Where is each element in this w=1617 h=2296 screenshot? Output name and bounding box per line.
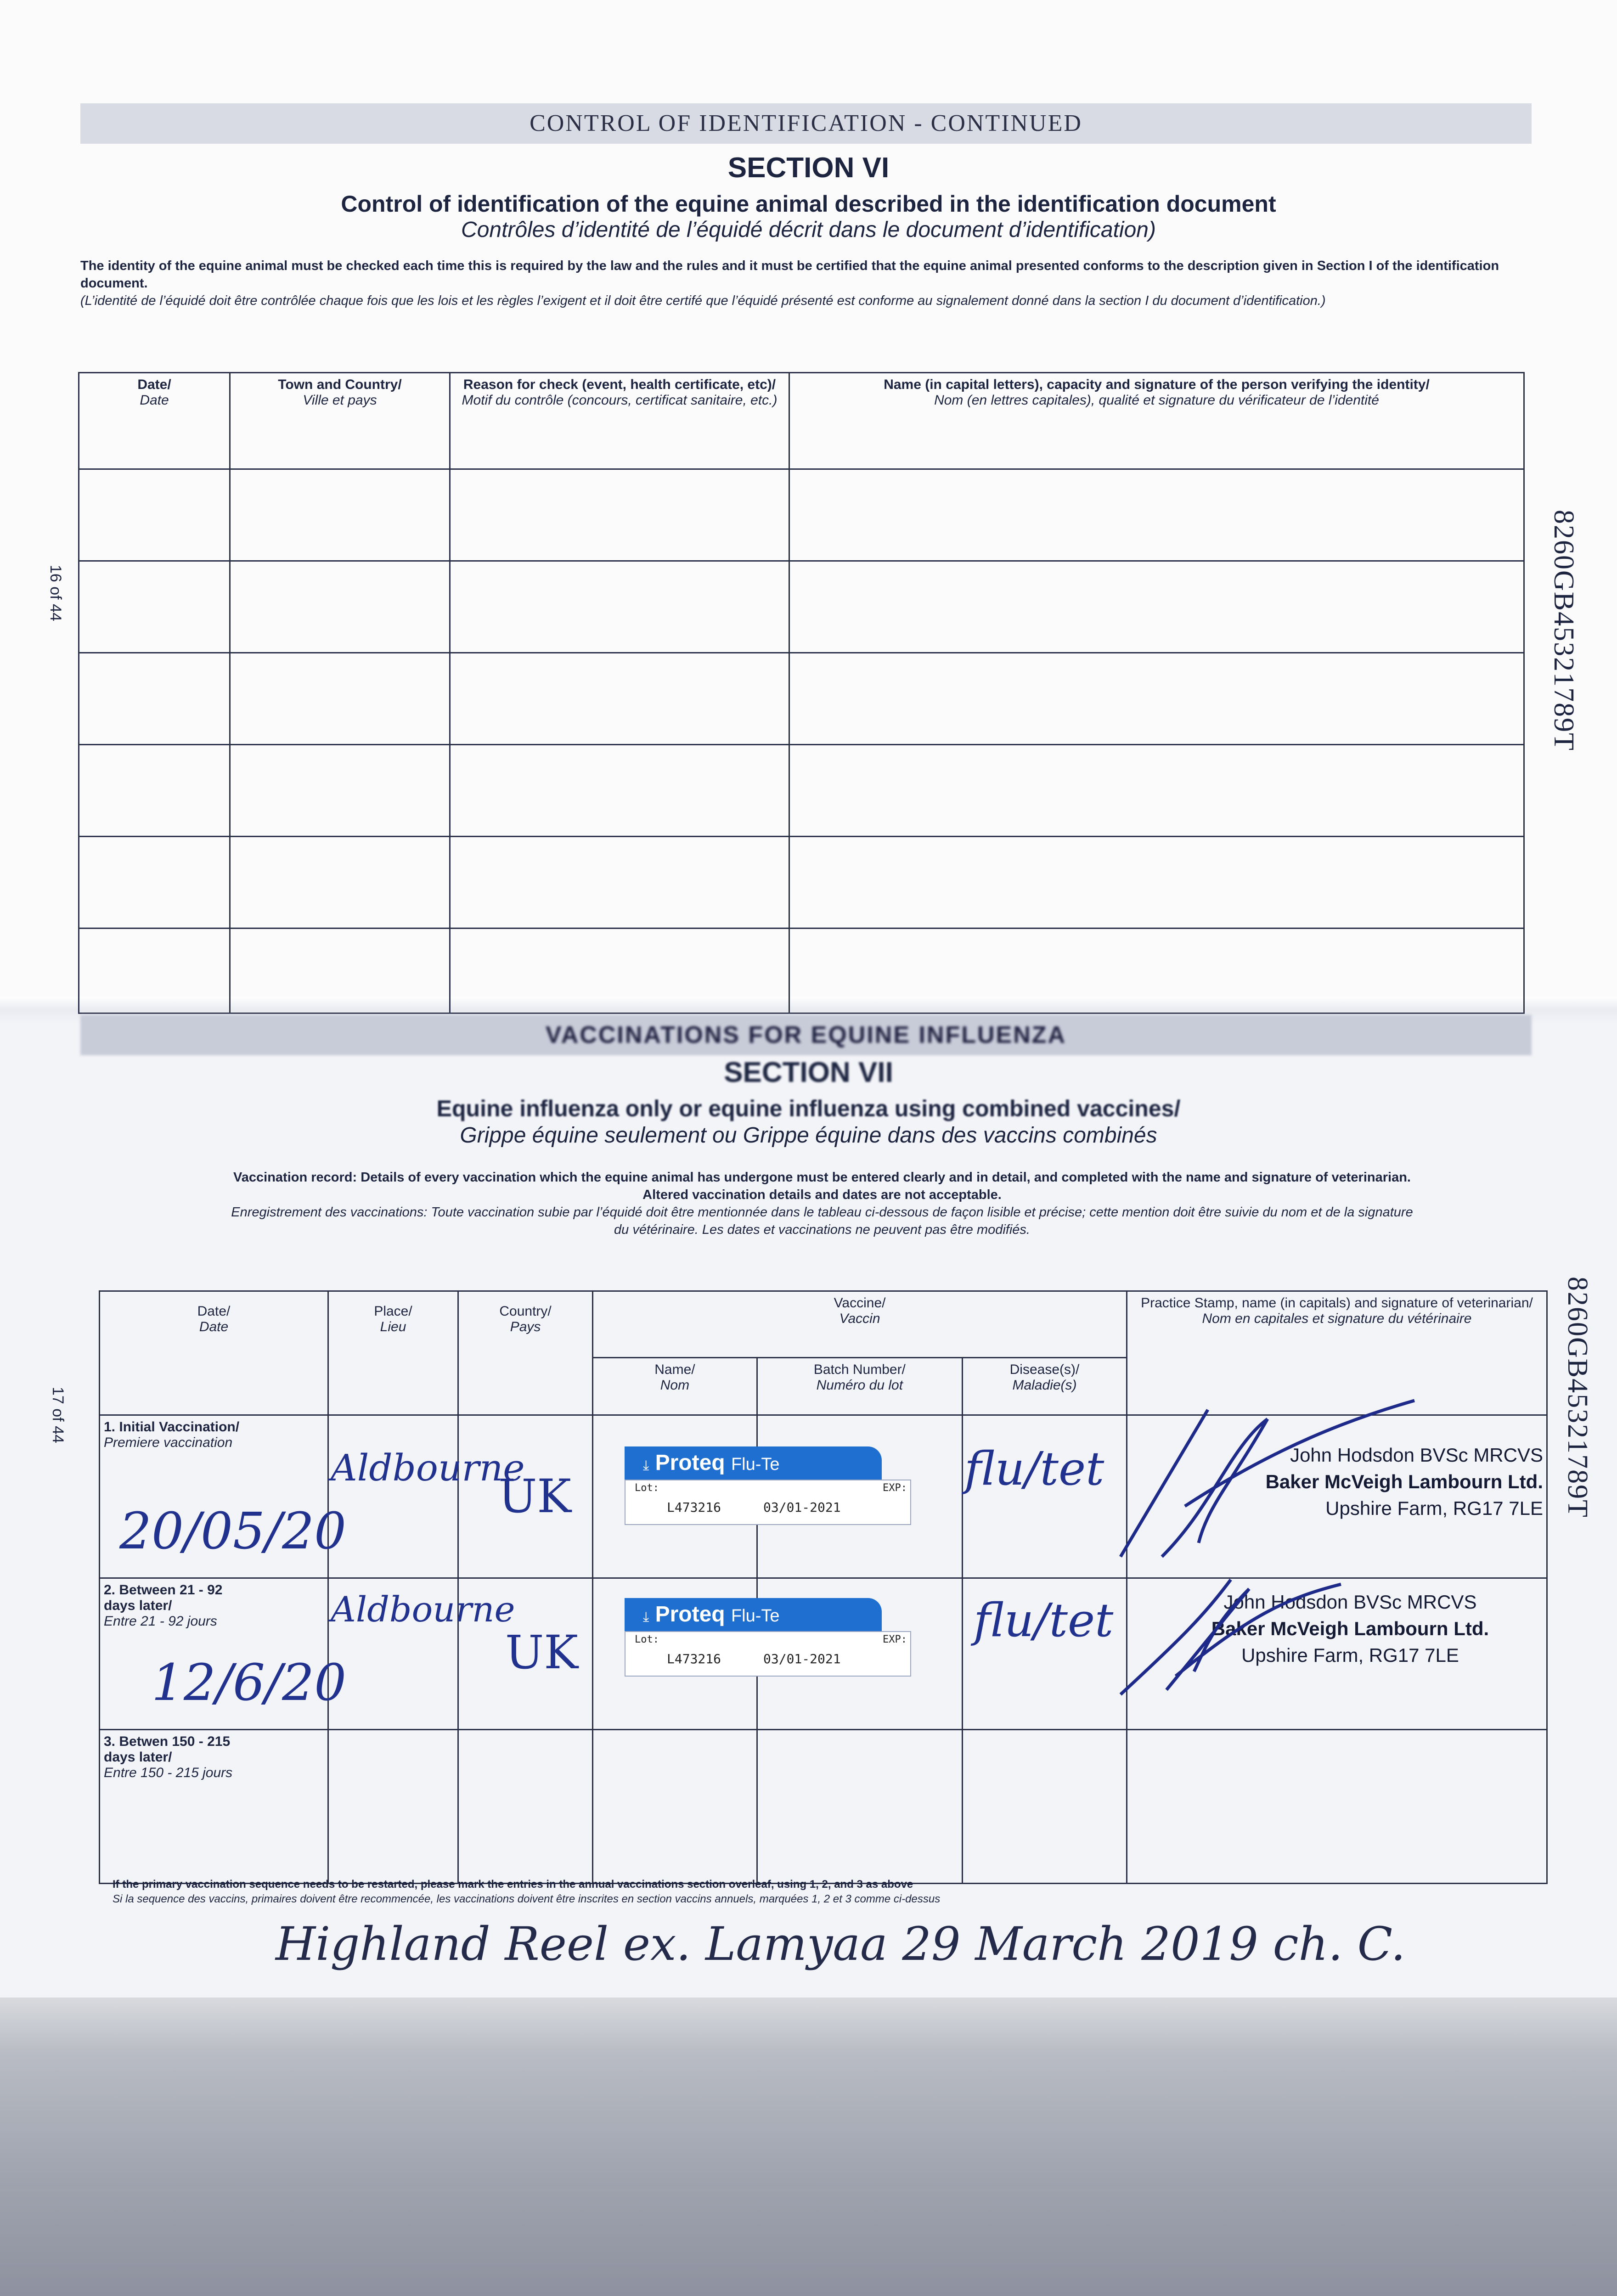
col-vaccine	[593, 1291, 1127, 1358]
row3-country-cell[interactable]	[458, 1730, 593, 1884]
cell[interactable]	[450, 745, 789, 837]
row3-date-cell[interactable]	[100, 1730, 328, 1884]
col-town-fr: Ville et pays	[303, 393, 377, 408]
row1-country: UK	[498, 1469, 571, 1523]
cell[interactable]	[230, 653, 450, 745]
table-header-row	[100, 1291, 1547, 1358]
row1-vet-address: Upshire Farm, RG17 7LE	[1325, 1497, 1543, 1519]
col-town	[230, 373, 450, 469]
row1-vaccine-body	[625, 1480, 911, 1525]
cell[interactable]	[450, 653, 789, 745]
row2-label-en: 2. Between 21 - 92 days later/	[104, 1582, 223, 1613]
col-vaccine-en: Vaccine/	[834, 1295, 886, 1311]
col-verifier-en: Name (in capital letters), capacity and signature of the person verifying the identity/	[884, 377, 1430, 392]
section-vii-heading-fr: Grippe équine seulement ou Grippe équine dans des vaccins combinés	[460, 1123, 1157, 1148]
row2-vet-signature	[1111, 1570, 1350, 1708]
row1-lot: L473216	[667, 1500, 721, 1515]
footnote-fr: Si la sequence des vaccins, primaires doivent être recommencée, les vaccinations doivent être inscrites en section vaccins annuels, marquées 1, 2 et 3 comme ci-dessus	[113, 1893, 941, 1905]
col-vaccine-name	[593, 1358, 757, 1415]
cell[interactable]	[79, 837, 230, 929]
row3-stamp-cell[interactable]	[1127, 1730, 1547, 1884]
cell[interactable]	[789, 837, 1524, 929]
col-verifier	[789, 373, 1524, 469]
cell[interactable]	[230, 745, 450, 837]
row3-place-cell[interactable]	[328, 1730, 458, 1884]
row2-exp-label: EXP:	[883, 1634, 907, 1645]
section-vi-banner: CONTROL OF IDENTIFICATION - CONTINUED	[80, 103, 1532, 144]
row2-vaccine-banner: ⤓ Proteq Flu-Te	[625, 1598, 882, 1631]
row1-label-fr: Premiere vaccination	[104, 1435, 233, 1450]
table-header-row	[79, 373, 1524, 469]
section-vi-intro	[80, 257, 1532, 310]
row1-exp-label: EXP:	[883, 1482, 907, 1494]
page-number-17: 17 of 44	[49, 1387, 67, 1443]
record-fr-1: Enregistrement des vaccinations: Toute vaccination subie par l’équidé doit être mentionnée dans le tableau ci-dessous de façon lisible et précise; cette mention doit être suivie du nom et de la signature	[231, 1205, 1413, 1220]
row1-vaccine-banner: ⤓ Proteq Flu-Te	[625, 1446, 882, 1480]
handwritten-note: Highland Reel ex. Lamyaa 29 March 2019 ch. C.	[276, 1917, 1406, 1971]
row2-vaccine-name: Flu-Te	[731, 1606, 780, 1626]
cell[interactable]	[450, 561, 789, 653]
record-en-1: Vaccination record: Details of every vaccination which the equine animal has undergone must be entered clearly and in detail, and completed with the name and signature of veterinarian.	[233, 1170, 1411, 1185]
col-reason-fr: Motif du contrôle (concours, certificat sanitaire, etc.)	[462, 393, 778, 408]
row1-vet-practice: Baker McVeigh Lambourn Ltd.	[1265, 1471, 1543, 1492]
col-batch	[757, 1358, 962, 1415]
row2-exp: 03/01-2021	[763, 1651, 841, 1666]
row2-lot: L473216	[667, 1651, 721, 1666]
section-vi-intro-fr: (L’identité de l’équidé doit être contrôlée chaque fois que les lois et les règles l’exigent et il doit être certifé que l’équidé présenté est conforme au signalement donné dans la section I du document d’identification.)	[80, 293, 1326, 308]
row2-vet-address: Upshire Farm, RG17 7LE	[1241, 1644, 1459, 1666]
row1-place: Aldbourne	[331, 1446, 525, 1489]
cell[interactable]	[789, 653, 1524, 745]
col-place	[328, 1291, 458, 1415]
row2-vaccine-body	[625, 1631, 911, 1677]
col-date	[79, 373, 230, 469]
row2-place: Aldbourne	[331, 1589, 515, 1630]
record-en-2: Altered vaccination details and dates are not acceptable.	[642, 1187, 1002, 1202]
row2-date: 12/6/20	[152, 1653, 347, 1712]
table-row	[79, 561, 1524, 653]
row1-vaccine-label	[625, 1446, 918, 1525]
row1-vet-signature	[1093, 1391, 1424, 1575]
col-batch-fr: Numéro du lot	[816, 1378, 903, 1393]
row1-vaccine-brand: Proteq	[655, 1451, 725, 1475]
col-reason	[450, 373, 789, 469]
cell[interactable]	[79, 653, 230, 745]
col-reason-en: Reason for check (event, health certificate, etc)/	[463, 377, 776, 392]
col-vaccine-fr: Vaccin	[839, 1311, 880, 1326]
cell[interactable]	[230, 837, 450, 929]
row2-vaccine-brand: Proteq	[655, 1602, 725, 1626]
side-id-top: 8260GB45321789T	[1548, 510, 1579, 751]
section-vi-title: SECTION VI	[727, 152, 890, 184]
table-row	[79, 469, 1524, 561]
row1-lot-label: Lot:	[635, 1482, 659, 1494]
identity-check-table	[78, 372, 1525, 1014]
row1-vet-name: John Hodsdon BVSc MRCVS	[1290, 1444, 1543, 1466]
cell[interactable]	[79, 561, 230, 653]
table-row	[79, 653, 1524, 745]
col-country-fr: Pays	[510, 1319, 541, 1334]
cell[interactable]	[230, 469, 450, 561]
col-name-fr: Nom	[660, 1378, 690, 1393]
col-country-en: Country/	[499, 1304, 552, 1319]
row2-vet-practice: Baker McVeigh Lambourn Ltd.	[1211, 1618, 1489, 1639]
row2-vet-name: John Hodsdon BVSc MRCVS	[1223, 1591, 1477, 1613]
col-stamp-fr: Nom en capitales et signature du vétérinaire	[1202, 1311, 1472, 1326]
section-vi-heading-en: Control of identification of the equine animal described in the identification document	[341, 191, 1276, 217]
col-place-fr: Lieu	[380, 1319, 406, 1334]
row1-exp: 03/01-2021	[763, 1500, 841, 1515]
col-date-en: Date/	[137, 377, 171, 392]
row1-date: 20/05/20	[119, 1502, 347, 1560]
record-fr-2: du vétérinaire. Les dates et vaccinations ne peuvent pas être modifiés.	[614, 1222, 1030, 1237]
cell[interactable]	[79, 929, 230, 1013]
row2-disease: flu/tet	[974, 1593, 1114, 1647]
col-date-en: Date/	[197, 1304, 231, 1319]
table-row	[79, 837, 1524, 929]
cell[interactable]	[230, 561, 450, 653]
row1-disease: flu/tet	[964, 1442, 1104, 1496]
row3-batch-cell[interactable]	[757, 1730, 962, 1884]
side-id-bottom: 8260GB45321789T	[1562, 1277, 1593, 1518]
footnote-en: If the primary vaccination sequence needs to be restarted, please mark the entries in the annual vaccinations section overleaf, using 1, 2, and 3 as above	[113, 1878, 913, 1891]
table-row	[79, 745, 1524, 837]
table-row	[100, 1730, 1547, 1884]
col-date	[100, 1291, 328, 1415]
row1-vaccine-name: Flu-Te	[731, 1455, 780, 1474]
row3-label-fr: Entre 150 - 215 jours	[104, 1765, 233, 1780]
section-vi-heading-fr: Contrôles d’identité de l’équidé décrit dans le document d’identification)	[461, 218, 1156, 242]
cell[interactable]	[789, 469, 1524, 561]
col-country	[458, 1291, 593, 1415]
row1-label-en: 1. Initial Vaccination/	[104, 1419, 240, 1435]
col-date-fr: Date	[199, 1319, 229, 1334]
cell[interactable]	[79, 469, 230, 561]
col-verifier-fr: Nom (en lettres capitales), qualité et signature du vérificateur de l’identité	[934, 393, 1379, 408]
row2-lot-label: Lot:	[635, 1634, 659, 1645]
section-vii-banner: VACCINATIONS FOR EQUINE INFLUENZA	[80, 1015, 1532, 1055]
cell[interactable]	[789, 745, 1524, 837]
row2-country: UK	[505, 1626, 578, 1679]
table-row	[79, 929, 1524, 1013]
col-disease-fr: Maladie(s)	[1012, 1378, 1077, 1393]
cell[interactable]	[789, 561, 1524, 653]
cell[interactable]	[79, 745, 230, 837]
col-date-fr: Date	[140, 393, 169, 408]
section-vi-intro-en: The identity of the equine animal must be checked each time this is required by the law and the rules and it must be certified that the equine animal presented conforms to the description given in Section I of the identification document.	[80, 259, 1499, 291]
row3-disease-cell[interactable]	[963, 1730, 1127, 1884]
col-name-en: Name/	[654, 1362, 695, 1377]
vaccination-record-text	[110, 1169, 1534, 1238]
binding-shadow	[0, 1998, 1617, 2296]
col-batch-en: Batch Number/	[813, 1362, 906, 1377]
col-place-en: Place/	[374, 1304, 412, 1319]
cell[interactable]	[450, 469, 789, 561]
row2-label-fr: Entre 21 - 92 jours	[104, 1614, 217, 1629]
section-vii-heading-en: Equine influenza only or equine influenza using combined vaccines/	[436, 1096, 1181, 1121]
section-vii-title: SECTION VII	[724, 1057, 893, 1088]
row2-vaccine-label	[625, 1598, 918, 1676]
col-town-en: Town and Country/	[278, 377, 402, 392]
col-disease-en: Disease(s)/	[1009, 1362, 1080, 1377]
row3-name-cell[interactable]	[593, 1730, 757, 1884]
col-stamp-en: Practice Stamp, name (in capitals) and signature of veterinarian/	[1141, 1295, 1533, 1311]
cell[interactable]	[789, 929, 1524, 1013]
row3-label-en: 3. Betwen 150 - 215 days later/	[104, 1734, 231, 1765]
cell[interactable]	[450, 929, 789, 1013]
cell[interactable]	[450, 837, 789, 929]
cell[interactable]	[230, 929, 450, 1013]
page-number-16: 16 of 44	[47, 565, 64, 621]
row1-place-cell[interactable]	[328, 1415, 458, 1578]
